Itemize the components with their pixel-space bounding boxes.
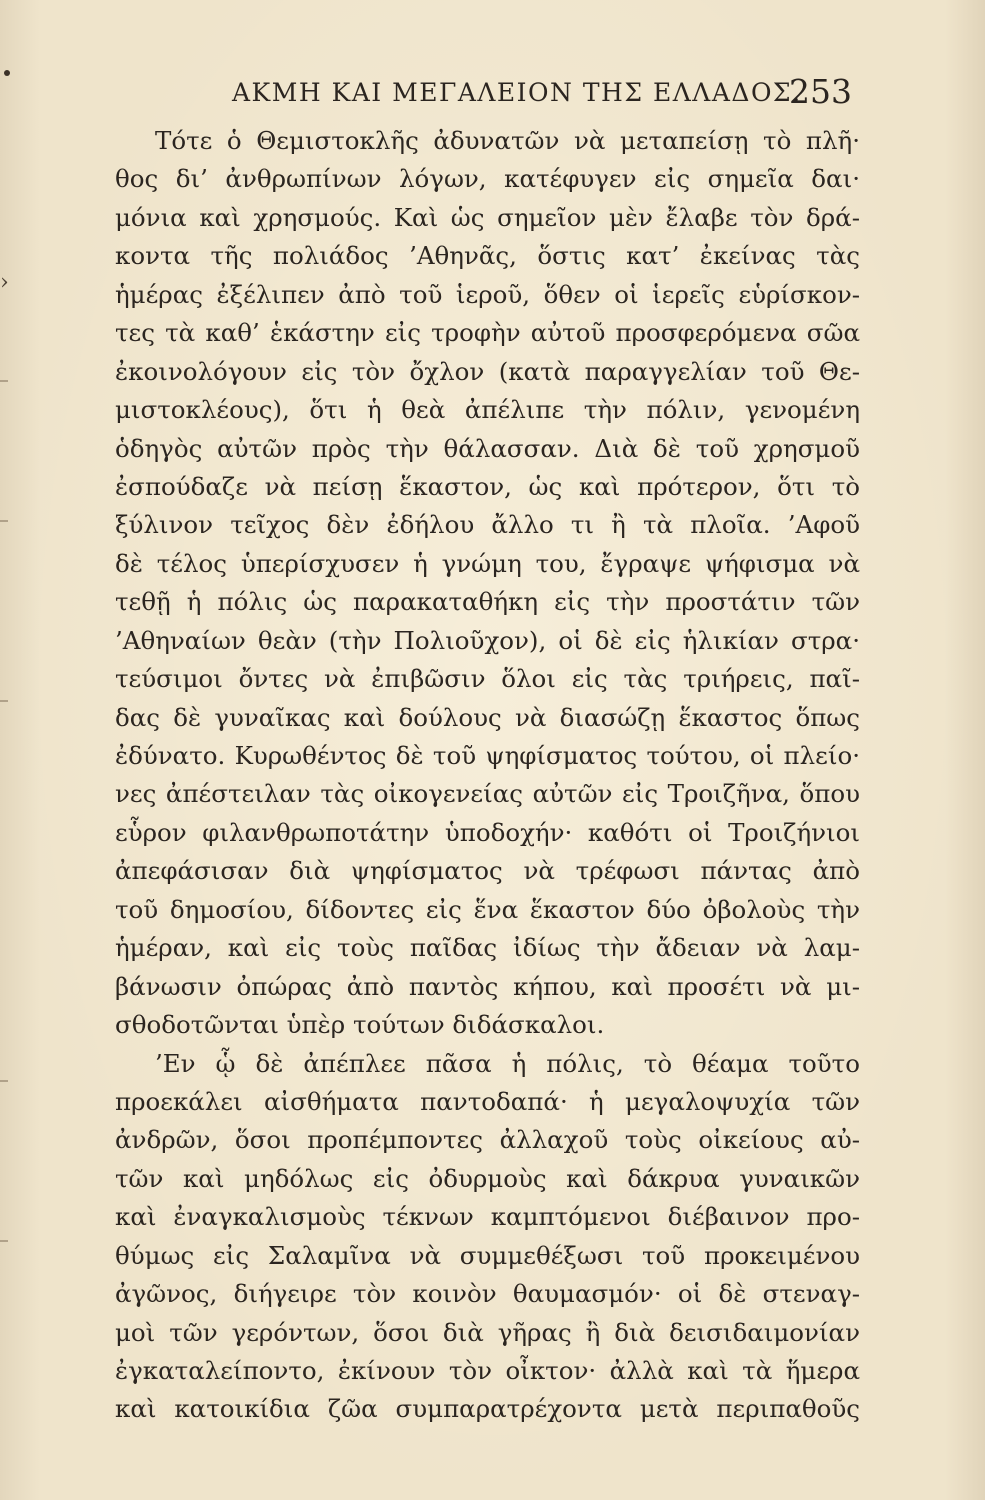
text-line: μιστοκλέους), ὅτι ἡ θεὰ ἀπέλιπε τὴν πόλιν, γενομένη: [115, 395, 860, 425]
text-line: θύμως εἰς Σαλαμῖνα νὰ συμμεθέξωσι τοῦ προκειμένου: [115, 1240, 860, 1270]
text-line: τεύσιμοι ὄντες νὰ ἐπιβῶσιν ὅλοι εἰς τὰς τριήρεις, παῖ-: [115, 664, 860, 694]
text-line: εὗρον φιλανθρωποτάτην ὑποδοχήν· καθότι οἱ Τροιζήνιοι: [115, 817, 860, 847]
text-line: μοὶ τῶν γερόντων, ὅσοι διὰ γῆρας ἢ διὰ δεισιδαιμονίαν: [115, 1317, 860, 1347]
text-line: ἡμέραν, καὶ εἰς τοὺς παῖδας ἰδίως τὴν ἄδειαν νὰ λαμ-: [115, 933, 860, 963]
text-line: ’Εν ᾧ δὲ ἀπέπλεε πᾶσα ἡ πόλις, τὸ θέαμα τοῦτο: [155, 1048, 860, 1078]
text-line: ξύλινον τεῖχος δὲν ἐδήλου ἄλλο τι ἢ τὰ πλοῖα. ’Αφοῦ: [115, 510, 860, 540]
text-line: Τότε ὁ Θεμιστοκλῆς ἀδυνατῶν νὰ μεταπείσῃ τὸ πλῆ·: [155, 126, 860, 155]
text-line: δας δὲ γυναῖκας καὶ δούλους νὰ διασώζῃ ἕκαστος ὅπως: [115, 702, 860, 732]
edge-tick: [0, 1240, 8, 1242]
text-line: δὲ τέλος ὑπερίσχυσεν ἡ γνώμη του, ἔγραψε ψήφισμα νὰ: [115, 548, 860, 578]
text-line: ἐκοινολόγουν εἰς τὸν ὄχλον (κατὰ παραγγελίαν τοῦ Θε-: [115, 356, 860, 386]
text-line: νες ἀπέστειλαν τὰς οἰκογενείας αὐτῶν εἰς Τροιζῆνα, ὅπου: [115, 779, 860, 809]
text-line: βάνωσιν ὀπώρας ἀπὸ παντὸς κήπου, καὶ προσέτι νὰ μι-: [115, 971, 860, 1001]
body-text: [115, 122, 860, 1429]
text-line: ἀγῶνος, διήγειρε τὸν κοινὸν θαυμασμόν· οἱ δὲ στεναγ-: [115, 1279, 860, 1309]
text-line: ἐγκαταλείποντο, ἐκίνουν τὸν οἶκτον· ἀλλὰ καὶ τὰ ἥμερα: [115, 1356, 860, 1385]
margin-arrow-mark: ›: [0, 270, 9, 295]
edge-tick: [0, 1080, 8, 1082]
text-line: προεκάλει αἰσθήματα παντοδαπά· ἡ μεγαλοψυχία τῶν: [115, 1086, 860, 1116]
running-title: ΑΚΜΗ ΚΑΙ ΜΕΓΑΛΕΙΟΝ ΤΗΣ ΕΛΛΑΔΟΣ.: [232, 78, 802, 107]
text-line: θος δι’ ἀνθρωπίνων λόγων, κατέφυγεν εἰς σημεῖα δαι·: [115, 164, 860, 194]
text-line: ἡμέρας ἐξέλιπεν ἀπὸ τοῦ ἱεροῦ, ὅθεν οἱ ἱερεῖς εὑρίσκον-: [115, 279, 860, 309]
text-line: ’Αθηναίων θεὰν (τὴν Πολιοῦχον), οἱ δὲ εἰς ἡλικίαν στρα·: [115, 625, 860, 655]
text-line: ἀνδρῶν, ὅσοι προπέμποντες ἀλλαχοῦ τοὺς οἰκείους αὐ-: [115, 1125, 860, 1155]
text-line: τες τὰ καθ’ ἑκάστην εἰς τροφὴν αὐτοῦ προσφερόμενα σῶα: [115, 318, 860, 348]
margin-dot: [4, 70, 10, 76]
text-line: καὶ ἐναγκαλισμοὺς τέκνων καμπτόμενοι διέβαινον προ-: [115, 1202, 860, 1232]
edge-tick: [0, 520, 8, 522]
text-line: ἐσπούδαζε νὰ πείσῃ ἕκαστον, ὡς καὶ πρότερον, ὅτι τὸ: [115, 471, 860, 501]
text-line: τῶν καὶ μηδόλως εἰς ὀδυρμοὺς καὶ δάκρυα γυναικῶν: [115, 1163, 860, 1193]
text-line: καὶ κατοικίδια ζῶα συμπαρατρέχοντα μετὰ περιπαθοῦς: [115, 1394, 860, 1424]
page-number: 253: [789, 72, 852, 111]
text-line: μόνια καὶ χρησμούς. Καὶ ὡς σημεῖον μὲν ἔλαβε τὸν δρά-: [115, 202, 860, 232]
text-line: τοῦ δημοσίου, δίδοντες εἰς ἕνα ἕκαστον δύο ὀβολοὺς τὴν: [115, 894, 860, 924]
edge-tick: [0, 380, 8, 382]
text-line: κοντα τῆς πολιάδος ’Αθηνᾶς, ὅστις κατ’ ἐκείνας τὰς: [115, 241, 860, 271]
text-line: ἀπεφάσισαν διὰ ψηφίσματος νὰ τρέφωσι πάντας ἀπὸ: [115, 856, 860, 886]
text-line: σθοδοτῶνται ὑπὲρ τούτων διδάσκαλοι.: [115, 1010, 605, 1040]
text-line: ἐδύνατο. Κυρωθέντος δὲ τοῦ ψηφίσματος τούτου, οἱ πλείο·: [115, 741, 860, 770]
edge-tick: [0, 700, 8, 702]
running-head: [232, 72, 852, 112]
text-line: τεθῇ ἡ πόλις ὡς παρακαταθήκη εἰς τὴν προστάτιν τῶν: [115, 587, 860, 617]
text-line: ὁδηγὸς αὐτῶν πρὸς τὴν θάλασσαν. Διὰ δὲ τοῦ χρησμοῦ: [115, 433, 860, 463]
